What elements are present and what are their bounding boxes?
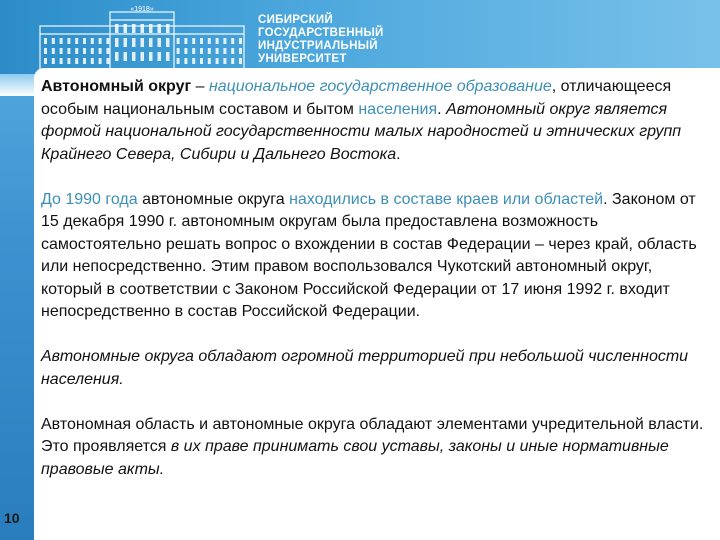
paragraph-territory: Автономные округа обладают огромной территорией при небольшой численности населения. bbox=[41, 348, 689, 388]
dash: – bbox=[191, 78, 209, 95]
building-window bbox=[231, 38, 234, 44]
building-window bbox=[239, 58, 242, 64]
building-window bbox=[208, 48, 211, 54]
building-window bbox=[216, 48, 219, 54]
university-name-line: СИБИРСКИЙ bbox=[258, 14, 334, 26]
building-window bbox=[158, 38, 162, 47]
building-window bbox=[52, 58, 55, 64]
building-window bbox=[91, 48, 94, 54]
building-window bbox=[44, 38, 47, 44]
building-window bbox=[192, 48, 195, 54]
authority-text: Автономная область и автономные округа обладают элементами учредительной власти. Это проявляется bbox=[41, 415, 704, 455]
building-window bbox=[99, 38, 102, 44]
building-window bbox=[52, 48, 55, 54]
building-window bbox=[177, 48, 180, 54]
history-date: До 1990 года bbox=[41, 190, 138, 208]
building-window bbox=[106, 38, 109, 44]
building-window bbox=[231, 48, 234, 54]
building-window bbox=[158, 52, 162, 61]
university-name-line: ИНДУСТРИАЛЬНЫЙ bbox=[258, 40, 378, 52]
building-window bbox=[216, 38, 219, 44]
building-window bbox=[192, 58, 195, 64]
authority-italic: в их праве принимать свои уставы, законы и иные нормативные правовые акты. bbox=[41, 438, 669, 478]
building-window bbox=[192, 38, 195, 44]
page-number: 10 bbox=[4, 510, 20, 526]
building-window bbox=[223, 38, 226, 44]
university-name-line: УНИВЕРСИТЕТ bbox=[258, 53, 347, 65]
building-window bbox=[149, 52, 153, 61]
building-window bbox=[166, 24, 170, 33]
building-window bbox=[239, 38, 242, 44]
building-window bbox=[184, 48, 187, 54]
building-window bbox=[177, 38, 180, 44]
university-building-logo bbox=[38, 4, 246, 72]
building-window bbox=[141, 24, 145, 33]
building-window bbox=[83, 48, 86, 54]
period: . bbox=[437, 100, 447, 118]
term: Автономный округ bbox=[41, 78, 192, 95]
building-window bbox=[60, 38, 63, 44]
building-window bbox=[124, 52, 128, 61]
building-window bbox=[83, 58, 86, 64]
building-window bbox=[52, 38, 55, 44]
building-window bbox=[239, 48, 242, 54]
paragraph-authority bbox=[41, 414, 707, 482]
building-window bbox=[67, 38, 70, 44]
university-name-line: ГОСУДАРСТВЕННЫЙ bbox=[258, 27, 384, 39]
building-window bbox=[44, 58, 47, 64]
building-window bbox=[99, 58, 102, 64]
building-window bbox=[99, 48, 102, 54]
building-window bbox=[75, 58, 78, 64]
slide-text bbox=[41, 76, 707, 481]
building-window bbox=[60, 58, 63, 64]
building-window bbox=[141, 38, 145, 47]
building-window bbox=[106, 58, 109, 64]
building-window bbox=[124, 24, 128, 33]
building-window bbox=[200, 48, 203, 54]
building-window bbox=[200, 38, 203, 44]
definition-text: , отличающееся особым национальным составом и бытом bbox=[41, 78, 672, 118]
university-name bbox=[258, 14, 384, 66]
building-window bbox=[166, 52, 170, 61]
building-window bbox=[60, 48, 63, 54]
definition-italic: Автономный округ является формой национальной государственности малых народностей и этнических групп Крайнего Севера, Сибири и Дальнего Востока bbox=[41, 100, 682, 163]
history-emphasis: находились в составе краев или областей bbox=[289, 190, 604, 208]
building-window bbox=[141, 52, 145, 61]
building-window bbox=[184, 58, 187, 64]
building-window bbox=[184, 38, 187, 44]
building-window bbox=[223, 48, 226, 54]
building-window bbox=[208, 38, 211, 44]
building-window bbox=[149, 38, 153, 47]
building-window bbox=[208, 58, 211, 64]
building-window bbox=[132, 38, 136, 47]
building-window bbox=[106, 48, 109, 54]
building-window bbox=[216, 58, 219, 64]
building-window bbox=[115, 38, 119, 47]
building-window bbox=[67, 48, 70, 54]
paragraph-history bbox=[41, 189, 707, 324]
building-window bbox=[177, 58, 180, 64]
building-window bbox=[231, 58, 234, 64]
building-window bbox=[67, 58, 70, 64]
building-window bbox=[83, 38, 86, 44]
building-window bbox=[200, 58, 203, 64]
definition-emphasis: национальное государственное образование bbox=[208, 78, 552, 95]
building-window bbox=[223, 58, 226, 64]
population-word: населения bbox=[358, 100, 438, 118]
building-window bbox=[166, 38, 170, 47]
history-text-1: автономные округа bbox=[137, 190, 290, 208]
building-window bbox=[124, 38, 128, 47]
period-end: . bbox=[396, 145, 401, 163]
building-window bbox=[91, 38, 94, 44]
building-window bbox=[158, 24, 162, 33]
building-window bbox=[149, 24, 153, 33]
building-window bbox=[91, 58, 94, 64]
paragraph-definition bbox=[41, 76, 707, 166]
building-window bbox=[132, 24, 136, 33]
history-text-2: . Законом от 15 декабря 1990 г. автономным округам была предоставлена возможность самостоятельно решать вопрос о вхождении в состав Федерации – через край, область или непосредственно. Этим правом воспользовался Чукотский автономный округ, который в соответствии с Законом Российской Федерации от 17 июня 1992 г. входит непосредственно в состав Российской Федерации. bbox=[41, 190, 697, 320]
building-window bbox=[132, 52, 136, 61]
building-window bbox=[115, 52, 119, 61]
building-window bbox=[115, 24, 119, 33]
building-inscription: «1918» bbox=[130, 6, 154, 13]
building-window bbox=[75, 38, 78, 44]
building-window bbox=[44, 48, 47, 54]
building-window bbox=[75, 48, 78, 54]
